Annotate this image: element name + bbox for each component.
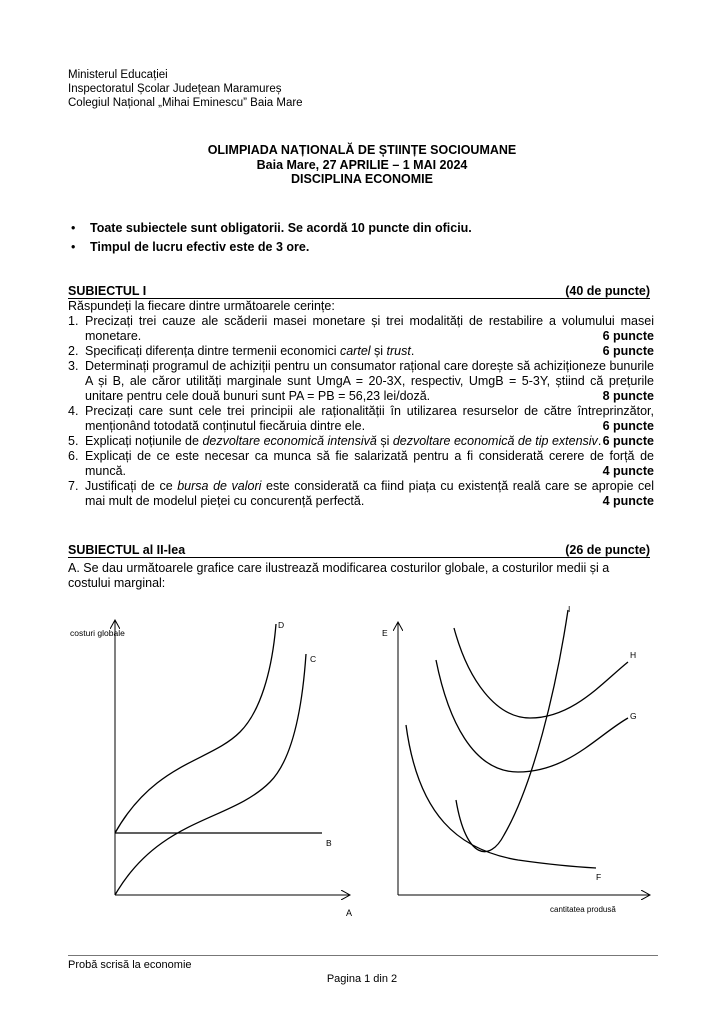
footer-exam-name: Probă scrisă la economie bbox=[68, 959, 192, 971]
bullet-icon: • bbox=[71, 240, 76, 254]
title-olympiad: OLIMPIADA NAȚIONALĂ DE ȘTIINȚE SOCIOUMANE bbox=[207, 143, 517, 157]
curve-F-average-fixed-cost bbox=[406, 725, 596, 868]
subject1-intro: Răspundeți la fiecare dintre următoarele cerințe: bbox=[68, 299, 335, 313]
question-2: 2. Specificați diferența dintre termenii economici cartel și trust. 6 puncte bbox=[68, 344, 654, 358]
subject1-points: (40 de puncte) bbox=[565, 284, 650, 298]
curve-label-I: I bbox=[568, 604, 571, 614]
curve-label-B: B bbox=[326, 838, 332, 848]
y-axis-label: E bbox=[382, 628, 388, 638]
question-points: 8 puncte bbox=[602, 389, 654, 403]
title-location-date: Baia Mare, 27 APRILIE – 1 MAI 2024 bbox=[256, 157, 468, 172]
question-1: 1. Precizați trei cauze ale scăderii masei monetare și trei modalități de restabilire a volumului masei monetare. 6 puncte bbox=[68, 314, 654, 343]
question-text: Precizați trei cauze ale scăderii masei monetare și trei modalități de restabilire a volumului masei monetare. bbox=[85, 314, 654, 343]
subject1-name: SUBIECTUL I bbox=[68, 284, 147, 298]
instructions-list bbox=[68, 219, 472, 257]
curve-label-H: H bbox=[630, 650, 637, 660]
question-points: 4 puncte bbox=[602, 464, 654, 478]
question-points: 6 puncte bbox=[602, 329, 654, 343]
curve-label-F: F bbox=[596, 872, 602, 882]
curve-C-variable-cost bbox=[115, 654, 306, 895]
average-cost-chart bbox=[378, 600, 668, 920]
title-discipline: DISCIPLINA ECONOMIE bbox=[291, 172, 433, 186]
bullet-icon: • bbox=[71, 221, 76, 235]
curve-label-C: C bbox=[310, 654, 317, 664]
subject2-underline bbox=[68, 557, 650, 558]
total-cost-chart bbox=[60, 612, 360, 922]
question-text: Determinați programul de achiziții pentru un consumator rațional care dorește să achiziționeze bunurile A și B, ale căror utilități marginale sunt UmgA = 20-3X, respectiv, UmgB = 5-3Y, știind că prețurile unitare pentru cele două bunuri sunt PA = PB = 56,23 lei/doză. bbox=[85, 359, 654, 403]
exam-title bbox=[0, 143, 724, 187]
subject2-points: (26 de puncte) bbox=[565, 543, 650, 557]
header-ministry: Ministerul Educației bbox=[68, 69, 168, 81]
question-points: 6 puncte bbox=[602, 344, 654, 358]
header-college: Colegiul Național „Mihai Eminescu” Baia Mare bbox=[68, 97, 303, 109]
curve-H-average-total-cost bbox=[454, 628, 628, 718]
question-3: 3. Determinați programul de achiziții pentru un consumator rațional care dorește să achiziționeze bunurile A și B, ale căror utilități marginale sunt UmgA = 20-3X, respectiv, UmgB = 5-3Y, știind că prețurile unitare pentru cele două bunuri sunt PA = PB = 56,23 lei/doză. 8 puncte bbox=[68, 359, 654, 403]
subject2-name: SUBIECTUL al II-lea bbox=[68, 543, 186, 557]
instruction-item: • Timpul de lucru efectiv este de 3 ore. bbox=[68, 238, 472, 257]
header-inspectorate: Inspectoratul Școlar Județean Maramureș bbox=[68, 83, 282, 95]
subject1-heading bbox=[68, 284, 650, 298]
y-axis-label: costuri globale bbox=[70, 628, 125, 638]
x-axis-label: A bbox=[346, 908, 353, 918]
question-points: 4 puncte bbox=[602, 494, 654, 508]
curve-G-average-variable-cost bbox=[436, 660, 628, 772]
footer-divider bbox=[68, 955, 658, 956]
instruction-item: • Toate subiectele sunt obligatorii. Se acordă 10 puncte din oficiu. bbox=[68, 219, 472, 238]
question-text: Precizați care sunt cele trei principii ale raționalității în utilizarea resurselor de către întreprinzător, menționând totodată conținutul fiecăruia dintre ele. bbox=[85, 404, 654, 433]
question-5: 5. Explicați noțiunile de dezvoltare economică intensivă și dezvoltare economică de tip extensiv. 6 puncte bbox=[68, 434, 654, 448]
curve-D-total-cost bbox=[115, 624, 276, 833]
curve-label-G: G bbox=[630, 711, 637, 721]
subject2-heading bbox=[68, 543, 650, 557]
x-axis-label: cantitatea produsă bbox=[550, 905, 616, 914]
subject2-intro: A. Se dau următoarele grafice care ilustrează modificarea costurilor globale, a costurilor medii și a costului marginal: bbox=[68, 561, 610, 590]
question-7: 7. Justificați de ce bursa de valori este considerată ca fiind piața cu existență reală care se apropie cel mai mult de modelul pieței cu concurență perfectă. 4 puncte bbox=[68, 479, 654, 508]
page-number: Pagina 1 din 2 bbox=[326, 973, 398, 985]
curve-label-D: D bbox=[278, 620, 285, 630]
curve-I-marginal-cost bbox=[456, 610, 568, 852]
question-6: 6. Explicați de ce este necesar ca munca să fie salarizată pentru a fi considerată cerere de forță de muncă. 4 puncte bbox=[68, 449, 654, 478]
question-points: 6 puncte bbox=[602, 419, 654, 433]
institution-header bbox=[68, 68, 303, 110]
subject1-body bbox=[68, 299, 654, 509]
question-points: 6 puncte bbox=[602, 434, 654, 448]
question-text: Explicați de ce este necesar ca munca să fie salarizată pentru a fi considerată cerere de forță de muncă. bbox=[85, 449, 654, 478]
question-4: 4. Precizați care sunt cele trei principii ale raționalității în utilizarea resurselor de către întreprinzător, menționând totodată conținutul fiecăruia dintre ele. 6 puncte bbox=[68, 404, 654, 433]
